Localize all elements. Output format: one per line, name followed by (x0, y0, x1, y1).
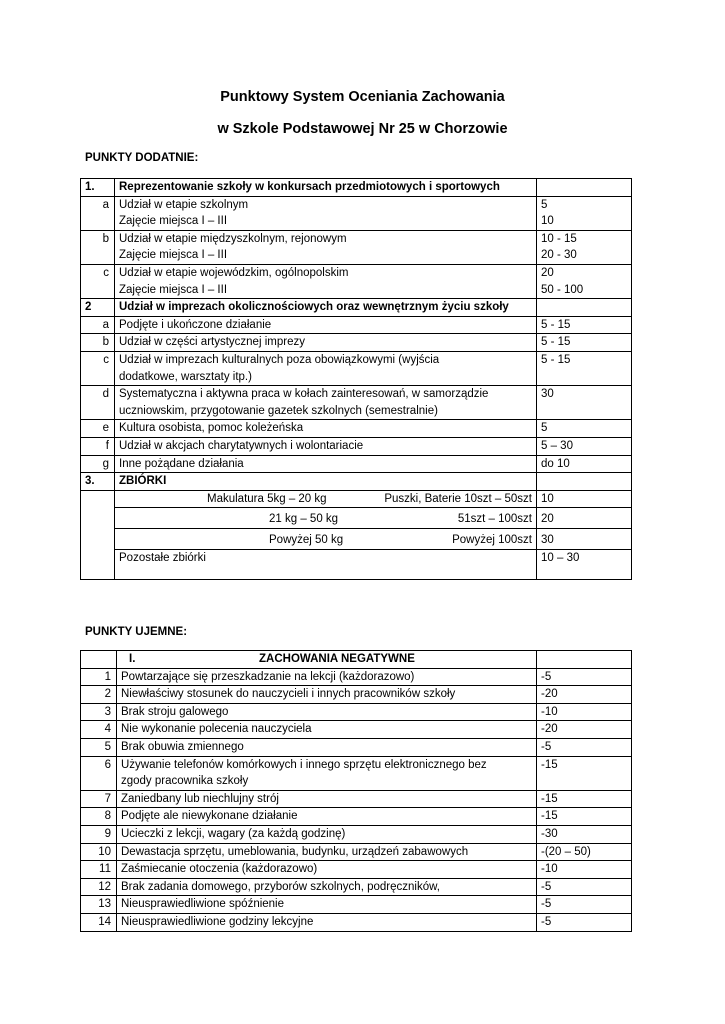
negative-header-cell (117, 651, 537, 669)
row-points: -30 (537, 825, 632, 843)
row-description (117, 808, 537, 826)
row-index: g (81, 455, 115, 473)
row-points (537, 179, 632, 197)
row-index: 2 (81, 299, 115, 317)
description-line: Zajęcie miejsca I – III (119, 215, 228, 228)
description-line: Systematyczna i aktywna praca w kołach zainteresowań, w samorządzie (119, 388, 489, 401)
description-line: Udział w imprezach kulturalnych poza obowiązkowymi (wyjścia (119, 353, 440, 366)
description-line: Nieusprawiedliwione godziny lekcyjne (121, 915, 314, 928)
row-points: -20 (537, 686, 632, 704)
table-row (81, 913, 632, 931)
description-line: Reprezentowanie szkoły w konkursach przedmiotowych i sportowych (119, 181, 500, 193)
row-points: -(20 – 50) (537, 843, 632, 861)
collection-points: 30 (537, 529, 632, 550)
row-description (115, 316, 537, 334)
table-row (81, 861, 632, 879)
points-line: 5 – 30 (541, 439, 573, 452)
row-description (115, 455, 537, 473)
collection-paper: Powyżej 50 kg (269, 534, 344, 547)
row-description (117, 721, 537, 739)
row-points: -5 (537, 668, 632, 686)
row-index: b (81, 230, 115, 264)
row-description (115, 351, 537, 385)
row-description (115, 334, 537, 352)
table-row (81, 437, 632, 455)
row-description (117, 686, 537, 704)
description-line: Zaśmiecanie otoczenia (każdorazowo) (121, 863, 318, 876)
collection-other-points: 10 – 30 (537, 550, 632, 580)
row-description (115, 179, 537, 197)
description-line: Brak zadania domowego, przyborów szkolnych, podręczników, (121, 880, 440, 893)
section-row (81, 179, 632, 197)
points-line: 5 - 15 (541, 336, 571, 349)
collection-split (119, 532, 532, 549)
collection-cans: Puszki, Baterie 10szt – 50szt (384, 492, 532, 505)
description-line: Używanie telefonów komórkowych i innego sprzętu elektronicznego bez (121, 758, 487, 771)
negative-header-row (81, 651, 632, 669)
points-line: 30 (541, 388, 554, 401)
row-description (117, 738, 537, 756)
row-index: 2 (81, 686, 117, 704)
row-points (537, 299, 632, 317)
table-row (81, 420, 632, 438)
negative-points-table (80, 650, 632, 932)
row-index: 5 (81, 738, 117, 756)
description-line: zgody pracownika szkoły (121, 775, 249, 788)
description-line: uczniowskim, przygotowanie gazetek szkolnych (semestralnie) (119, 404, 438, 417)
description-line: Zajęcie miejsca I – III (119, 249, 228, 262)
description-line: ZBIÓRKI (119, 475, 167, 488)
negative-points-heading: PUNKTY UJEMNE: (85, 626, 188, 638)
negative-header-idx-spacer (81, 651, 117, 669)
row-index: e (81, 420, 115, 438)
row-description (117, 843, 537, 861)
table-row (81, 825, 632, 843)
description-line: Zajęcie miejsca I – III (119, 283, 228, 296)
row-description (115, 473, 537, 491)
page-subtitle: w Szkole Podstawowej Nr 25 w Chorzowie (217, 121, 508, 137)
row-index: c (81, 351, 115, 385)
collection-cans: Powyżej 100szt (452, 534, 532, 547)
description-line: Udział w etapie szkolnym (119, 198, 249, 211)
row-description (115, 299, 537, 317)
description-line: Nieusprawiedliwione spóźnienie (121, 898, 285, 911)
points-line: 50 - 100 (541, 283, 584, 296)
points-line: 5 - 15 (541, 353, 571, 366)
row-index: 3. (81, 473, 115, 491)
row-description (117, 913, 537, 931)
table-row (81, 703, 632, 721)
table-row (81, 790, 632, 808)
row-index: 8 (81, 808, 117, 826)
row-index: 12 (81, 878, 117, 896)
row-description (115, 230, 537, 264)
section-row (81, 473, 632, 491)
description-line: Udział w akcjach charytatywnych i wolontariacie (119, 439, 364, 452)
table-row (81, 668, 632, 686)
description-line: Nie wykonanie polecenia nauczyciela (121, 723, 312, 736)
description-line: Kultura osobista, pomoc koleżeńska (119, 422, 304, 435)
positive-points-table (80, 178, 632, 580)
table-row (81, 316, 632, 334)
row-description (115, 386, 537, 420)
collection-paper: 21 kg – 50 kg (269, 513, 339, 526)
row-points: -10 (537, 703, 632, 721)
collection-points: 10 (537, 490, 632, 508)
row-points (537, 437, 632, 455)
row-points: -15 (537, 790, 632, 808)
row-points (537, 264, 632, 298)
row-points (537, 455, 632, 473)
collection-cans: 51szt – 100szt (457, 513, 532, 526)
table-row (81, 721, 632, 739)
row-index: 6 (81, 756, 117, 790)
row-description (117, 668, 537, 686)
description-line: Zaniedbany lub niechlujny strój (121, 792, 279, 805)
row-description (115, 264, 537, 298)
row-index: a (81, 316, 115, 334)
table-row (81, 386, 632, 420)
collection-row (81, 529, 632, 550)
collection-description (115, 529, 537, 550)
description-line: Ucieczki z lekcji, wagary (za każdą godzinę) (121, 827, 346, 840)
row-index: 10 (81, 843, 117, 861)
description-line: Brak obuwia zmiennego (121, 740, 244, 753)
row-index: a (81, 196, 115, 230)
row-description (117, 703, 537, 721)
row-points (537, 316, 632, 334)
table-row (81, 196, 632, 230)
row-points: -5 (537, 878, 632, 896)
table-row (81, 808, 632, 826)
row-points: -15 (537, 808, 632, 826)
collection-index-blank (81, 550, 115, 580)
row-index: d (81, 386, 115, 420)
page-title: Punktowy System Oceniania Zachowania (220, 89, 505, 105)
collection-split (119, 491, 532, 508)
row-index: 1. (81, 179, 115, 197)
points-line: do 10 (541, 457, 570, 470)
row-index: 7 (81, 790, 117, 808)
row-description (117, 861, 537, 879)
collection-other-description: Pozostałe zbiórki (115, 550, 537, 580)
row-index: 9 (81, 825, 117, 843)
row-points: -10 (537, 861, 632, 879)
description-line: Brak stroju galowego (121, 705, 229, 718)
row-points: -5 (537, 896, 632, 914)
collection-index-blank (81, 490, 115, 508)
row-points (537, 196, 632, 230)
negative-header-title: ZACHOWANIA NEGATYWNE (259, 653, 415, 665)
row-description (115, 196, 537, 230)
points-line: 10 - 15 (541, 232, 577, 245)
table-row (81, 686, 632, 704)
positive-points-heading: PUNKTY DODATNIE: (85, 152, 199, 164)
row-index: 11 (81, 861, 117, 879)
row-index: 13 (81, 896, 117, 914)
collection-other-row (81, 550, 632, 580)
row-description (117, 790, 537, 808)
row-points: -15 (537, 756, 632, 790)
row-points (537, 334, 632, 352)
description-line: Podjęte ale niewykonane działanie (121, 810, 298, 823)
row-index: f (81, 437, 115, 455)
row-points (537, 230, 632, 264)
description-line: Niewłaściwy stosunek do nauczycieli i innych pracowników szkoły (121, 688, 456, 701)
description-line: dodatkowe, warsztaty itp.) (119, 370, 252, 383)
points-line: 5 (541, 422, 548, 435)
row-index: b (81, 334, 115, 352)
points-line: 20 (541, 266, 554, 279)
collection-description (115, 490, 537, 508)
row-points (537, 386, 632, 420)
table-row (81, 230, 632, 264)
collection-row (81, 508, 632, 529)
row-points (537, 420, 632, 438)
points-line: 10 (541, 215, 554, 228)
row-description (115, 437, 537, 455)
collection-points: 20 (537, 508, 632, 529)
row-index: 3 (81, 703, 117, 721)
collection-index-blank (81, 529, 115, 550)
table-row (81, 843, 632, 861)
description-line: Udział w etapie międzyszkolnym, rejonowym (119, 232, 347, 245)
negative-header-points (537, 651, 632, 669)
row-description (117, 878, 537, 896)
table-row (81, 455, 632, 473)
table-row (81, 756, 632, 790)
row-points: -5 (537, 738, 632, 756)
row-index: 14 (81, 913, 117, 931)
row-index: 1 (81, 668, 117, 686)
collection-index-blank (81, 508, 115, 529)
row-description (117, 756, 537, 790)
row-description (117, 825, 537, 843)
row-points: -20 (537, 721, 632, 739)
table-row (81, 738, 632, 756)
points-line: 5 - 15 (541, 318, 571, 331)
table-row (81, 334, 632, 352)
section-row (81, 299, 632, 317)
description-line: Podjęte i ukończone działanie (119, 318, 272, 331)
description-line: Udział w etapie wojewódzkim, ogólnopolskim (119, 266, 349, 279)
collection-split (119, 511, 532, 528)
row-points: -5 (537, 913, 632, 931)
description-line: Inne pożądane działania (119, 457, 244, 470)
description-line: Udział w imprezach okolicznościowych oraz wewnętrznym życiu szkoły (119, 301, 509, 314)
table-row (81, 878, 632, 896)
points-line: 5 (541, 198, 548, 211)
description-line: Udział w części artystycznej imprezy (119, 336, 305, 349)
points-line: 20 - 30 (541, 249, 577, 262)
table-row (81, 896, 632, 914)
row-index: 4 (81, 721, 117, 739)
collection-paper: Makulatura 5kg – 20 kg (207, 492, 327, 505)
description-line: Powtarzające się przeszkadzanie na lekcji (każdorazowo) (121, 670, 415, 683)
table-row (81, 351, 632, 385)
table-row (81, 264, 632, 298)
negative-header-index: I. (129, 653, 136, 665)
collection-row (81, 490, 632, 508)
description-line: Dewastacja sprzętu, umeblowania, budynku, urządzeń zabawowych (121, 845, 469, 858)
row-description (117, 896, 537, 914)
row-description (115, 420, 537, 438)
collection-description (115, 508, 537, 529)
row-points (537, 351, 632, 385)
row-index: c (81, 264, 115, 298)
row-points (537, 473, 632, 491)
